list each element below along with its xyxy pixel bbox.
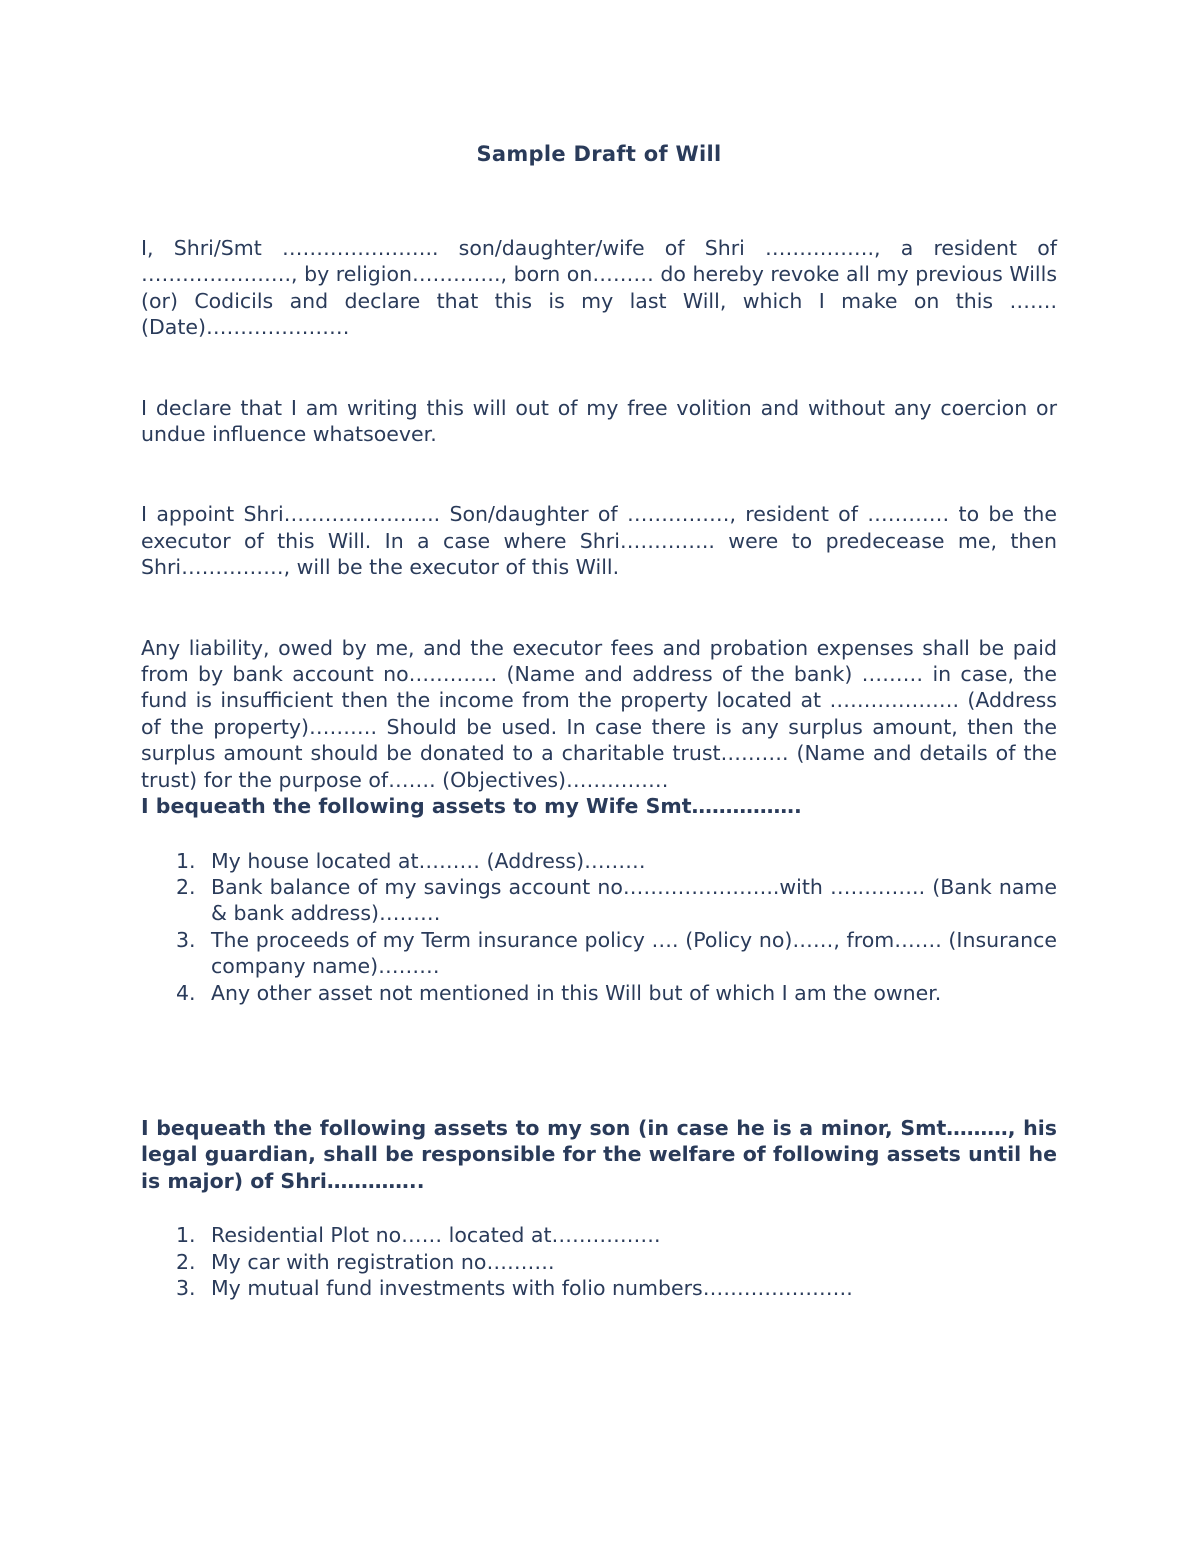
list-item: Bank balance of my savings account no…………………..with ………….. (Bank name & bank address)……… [211,874,1057,926]
son-assets-list [141,1222,1057,1301]
list-item: My mutual fund investments with folio numbers…………………. [211,1275,853,1300]
paragraph-declaration-identity: I, Shri/Smt ………………….. son/daughter/wife of Shri ……………., a resident of …………………., by religion…………., born on……… do hereby revoke all my previous Wills (or) Codicils and declare that this is my last Will, which I make on this …….(Date)………………… [141,236,1057,340]
list-item: My house located at……… (Address)……… [211,848,646,873]
list-item: Any other asset not mentioned in this Will but of which I am the owner. [211,980,942,1005]
wife-assets-list [141,848,1057,1006]
document-title: Sample Draft of Will [476,142,722,166]
paragraph-liabilities: Any liability, owed by me, and the executor fees and probation expenses shall be paid from by bank account no…………. (Name and address of the bank) ……… in case, the fund is insufficient then the income from the property located at ………………. (Address of the property)………. Should be used. In case there is any surplus amount, then the surplus amount should be donated to a charitable trust………. (Name and details of the trust) for the purpose of……. (Objectives)…………… [141,635,1057,792]
will-document [141,140,1057,1301]
list-item: My car with registration no………. [211,1249,555,1274]
wife-bequest-heading: I bequeath the following assets to my Wife Smt……………. [141,794,802,819]
son-bequest-heading: I bequeath the following assets to my son (in case he is a minor, Smt………, his legal guardian, shall be responsible for the welfare of following assets until he is major) of Shri………….. [141,1115,1057,1193]
paragraph-executor: I appoint Shri………………….. Son/daughter of ……………, resident of ………… to be the executor of this Will. In a case where Shri………….. were to predecease me, then Shri……………, will be the executor of this Will. [141,502,1057,580]
list-item: Residential Plot no…… located at……………. [211,1223,661,1248]
paragraph-free-volition: I declare that I am writing this will out of my free volition and without any coercion or undue influence whatsoever. [141,395,1057,447]
list-item: The proceeds of my Term insurance policy …. (Policy no)……, from……. (Insurance company name)……… [211,927,1057,979]
